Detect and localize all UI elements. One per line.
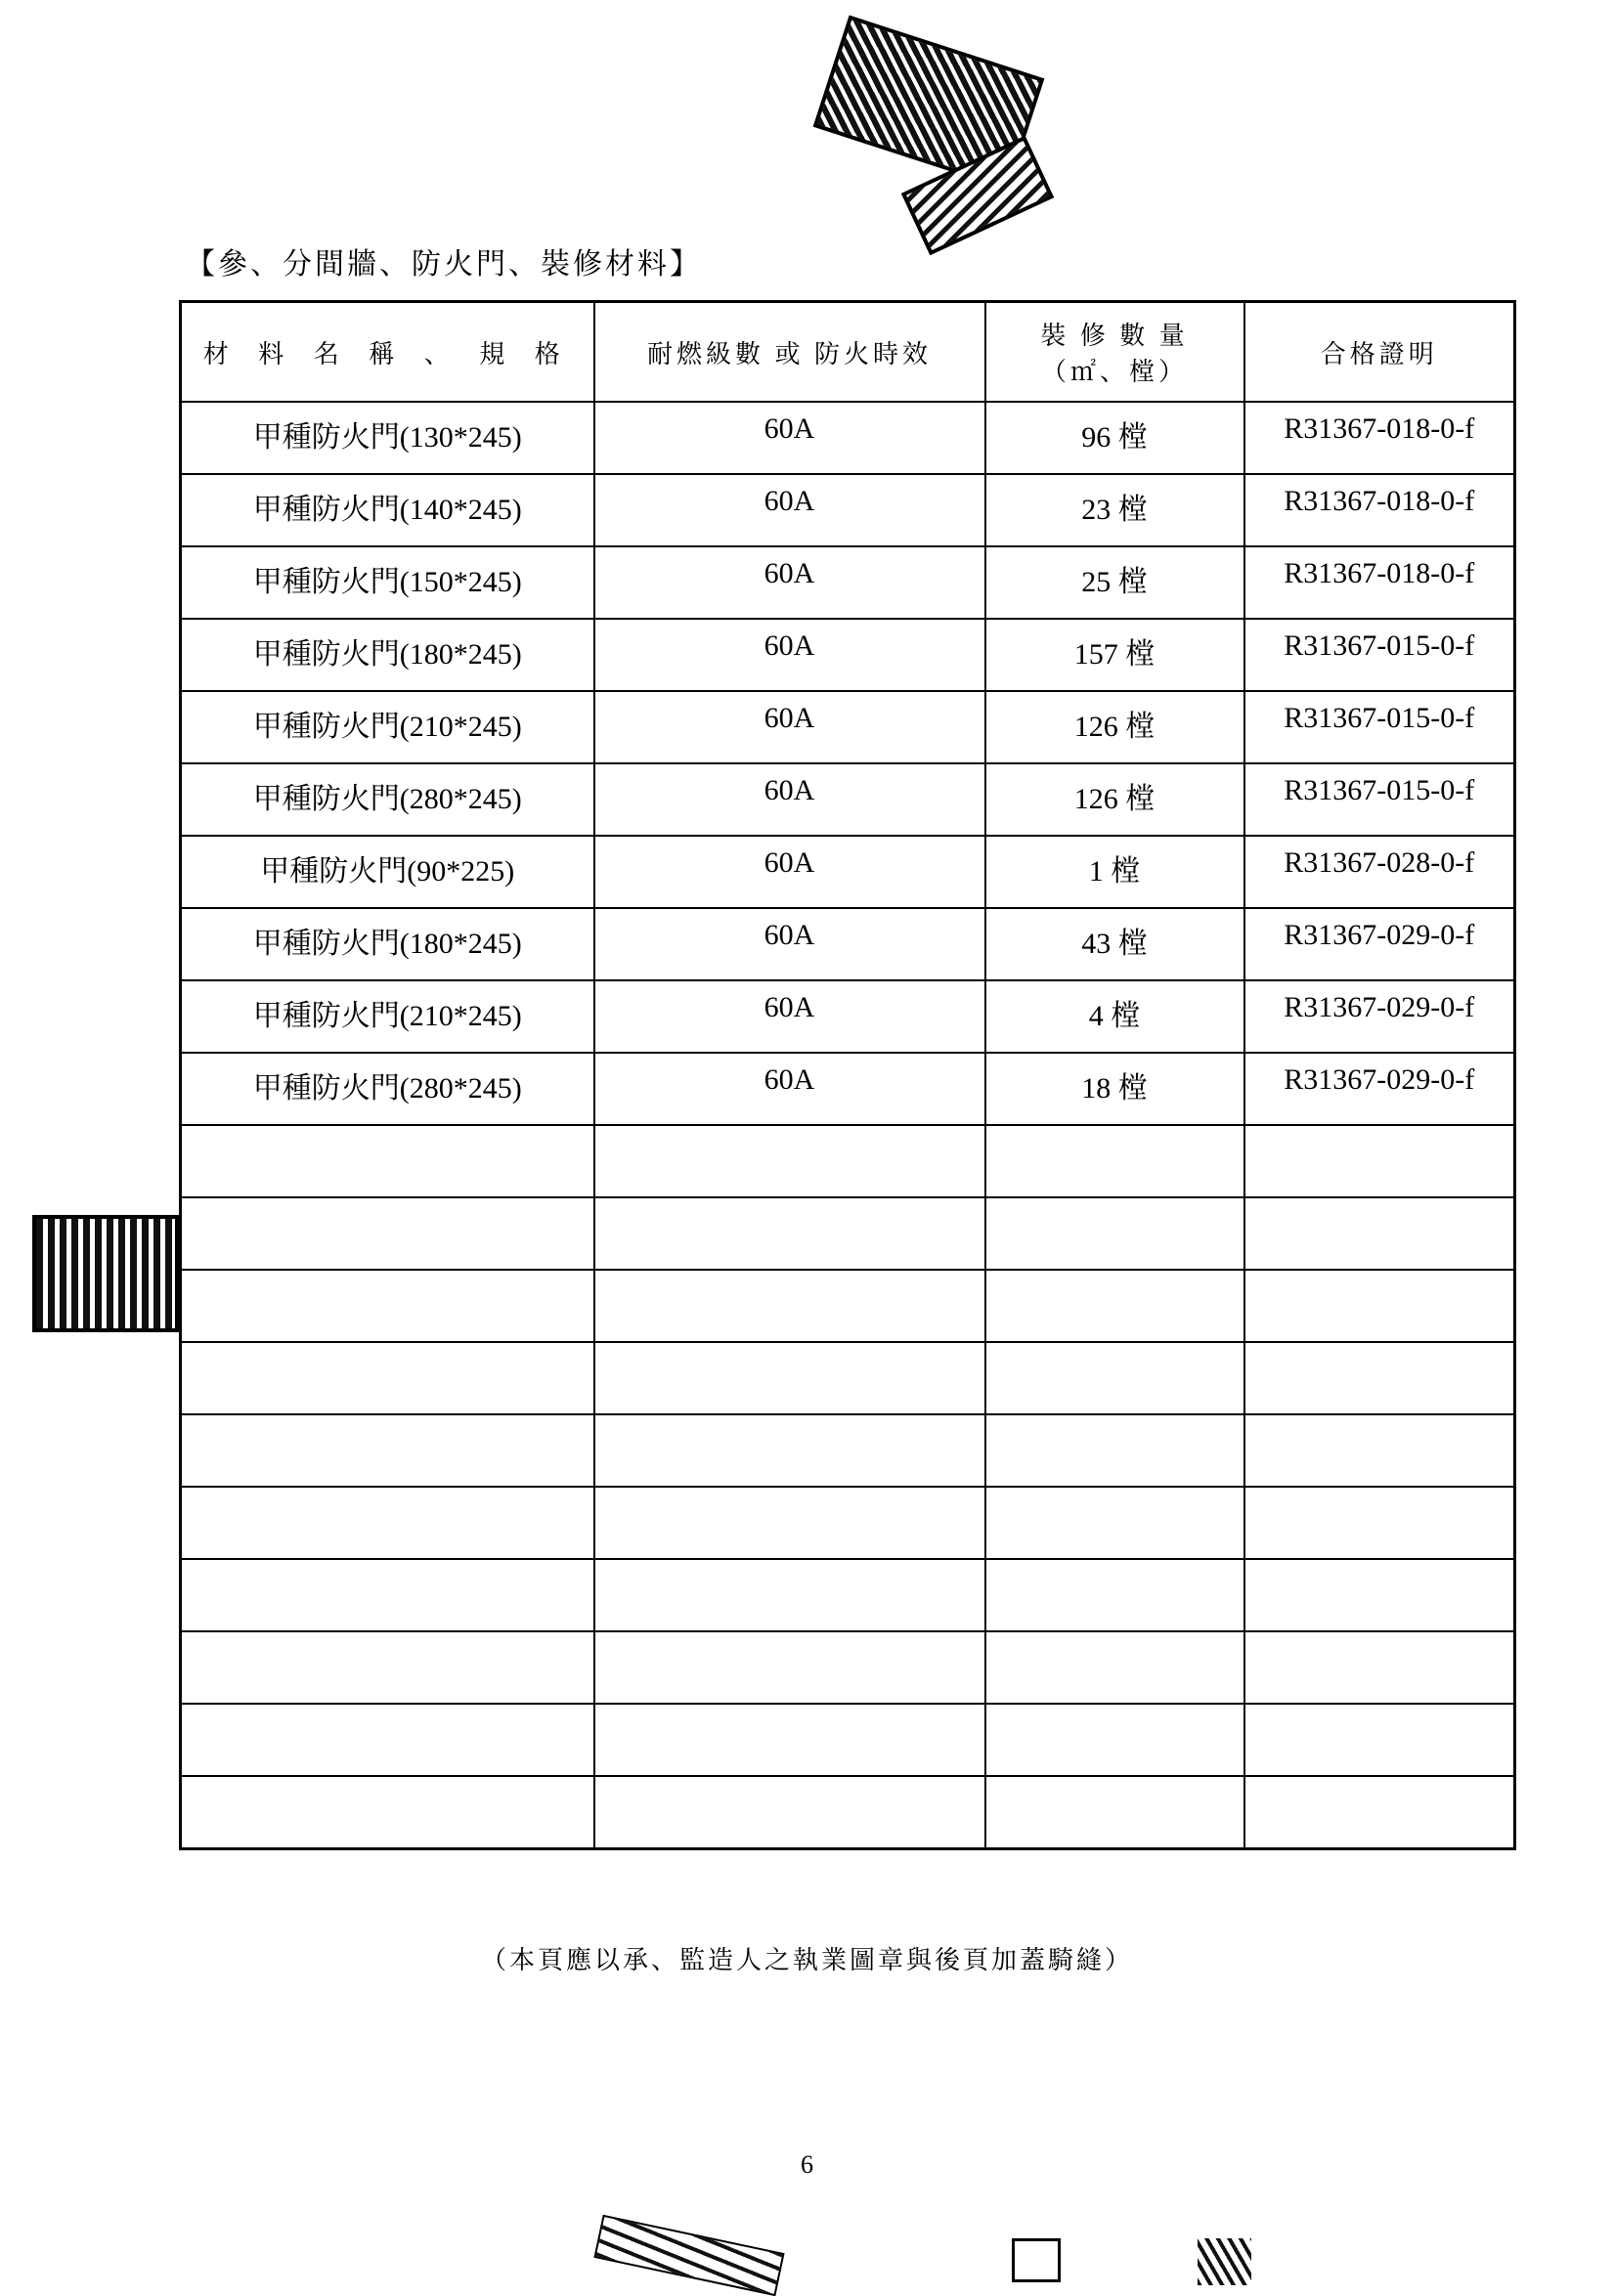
- cell-name: 甲種防火門(180*245): [181, 619, 594, 691]
- cell-name: 甲種防火門(210*245): [181, 691, 594, 763]
- cell-quantity: 126 樘: [985, 763, 1244, 836]
- cell-quantity: 23 樘: [985, 474, 1244, 546]
- table-row-empty: [181, 1631, 1515, 1704]
- stamp-impression-bottom: [593, 2215, 784, 2296]
- cell-rating: 60A: [594, 691, 985, 763]
- footnote: （本頁應以承、監造人之執業圖章與後頁加蓋騎縫）: [480, 1946, 1133, 1974]
- cell-certificate: R31367-029-0-f: [1244, 908, 1515, 980]
- cell-name: [181, 1125, 594, 1197]
- table-row: [181, 908, 1515, 980]
- table-row-empty: [181, 1776, 1515, 1848]
- cell-certificate: R31367-015-0-f: [1244, 691, 1515, 763]
- cell-name: [181, 1414, 594, 1487]
- cell-quantity: [985, 1270, 1244, 1342]
- cell-quantity: 126 樘: [985, 691, 1244, 763]
- cell-rating: 60A: [594, 836, 985, 908]
- cell-quantity: 43 樘: [985, 908, 1244, 980]
- cell-quantity: 96 樘: [985, 402, 1244, 474]
- table-body: [181, 402, 1515, 1848]
- cell-name: [181, 1197, 594, 1270]
- cell-quantity: [985, 1342, 1244, 1414]
- cell-rating: [594, 1125, 985, 1197]
- cell-certificate: R31367-028-0-f: [1244, 836, 1515, 908]
- cell-rating: 60A: [594, 763, 985, 836]
- materials-table: [179, 300, 1516, 1850]
- cell-certificate: R31367-018-0-f: [1244, 546, 1515, 619]
- cell-certificate: [1244, 1487, 1515, 1559]
- cell-name: 甲種防火門(130*245): [181, 402, 594, 474]
- cell-name: 甲種防火門(280*245): [181, 763, 594, 836]
- cell-quantity: [985, 1487, 1244, 1559]
- cell-rating: [594, 1487, 985, 1559]
- cell-certificate: R31367-018-0-f: [1244, 474, 1515, 546]
- cell-name: [181, 1487, 594, 1559]
- cell-certificate: [1244, 1414, 1515, 1487]
- cell-quantity: [985, 1197, 1244, 1270]
- cell-rating: 60A: [594, 980, 985, 1053]
- cell-name: [181, 1776, 594, 1848]
- cell-name: 甲種防火門(140*245): [181, 474, 594, 546]
- cell-certificate: [1244, 1270, 1515, 1342]
- table-row: [181, 619, 1515, 691]
- table-row-empty: [181, 1487, 1515, 1559]
- table-row: [181, 402, 1515, 474]
- table-row: [181, 691, 1515, 763]
- stamp-fragment-bottom-right: [1198, 2238, 1251, 2285]
- cell-rating: [594, 1559, 985, 1631]
- cell-rating: [594, 1414, 985, 1487]
- table-header-row: [181, 302, 1515, 403]
- table-row: [181, 763, 1515, 836]
- cell-name: 甲種防火門(150*245): [181, 546, 594, 619]
- cell-rating: 60A: [594, 908, 985, 980]
- table-row: [181, 980, 1515, 1053]
- cell-quantity: [985, 1414, 1244, 1487]
- cell-quantity: 25 樘: [985, 546, 1244, 619]
- cell-rating: [594, 1342, 985, 1414]
- cell-quantity: 1 樘: [985, 836, 1244, 908]
- cell-certificate: [1244, 1776, 1515, 1848]
- cell-certificate: [1244, 1125, 1515, 1197]
- table-row: [181, 474, 1515, 546]
- table-row: [181, 546, 1515, 619]
- cell-name: [181, 1631, 594, 1704]
- cell-certificate: R31367-018-0-f: [1244, 402, 1515, 474]
- section-title: 【參、分間牆、防火門、裝修材料】: [186, 248, 702, 281]
- cell-rating: [594, 1270, 985, 1342]
- cell-rating: [594, 1704, 985, 1776]
- table-row-empty: [181, 1342, 1515, 1414]
- cell-name: [181, 1270, 594, 1342]
- table-row-empty: [181, 1414, 1515, 1487]
- header-quantity: [985, 302, 1244, 403]
- header-quantity-line1: 裝 修 數 量: [1040, 322, 1189, 350]
- cell-certificate: R31367-015-0-f: [1244, 619, 1515, 691]
- cell-rating: [594, 1631, 985, 1704]
- table-row: [181, 1053, 1515, 1125]
- cell-quantity: 4 樘: [985, 980, 1244, 1053]
- cell-certificate: [1244, 1631, 1515, 1704]
- cell-quantity: [985, 1704, 1244, 1776]
- table-row: [181, 836, 1515, 908]
- page-number: 6: [801, 2150, 813, 2179]
- cell-certificate: R31367-015-0-f: [1244, 763, 1515, 836]
- architect-seal-stamp: [32, 1215, 179, 1332]
- cell-certificate: [1244, 1559, 1515, 1631]
- cell-rating: 60A: [594, 474, 985, 546]
- cell-quantity: [985, 1776, 1244, 1848]
- table-row-empty: [181, 1270, 1515, 1342]
- cell-quantity: 157 樘: [985, 619, 1244, 691]
- cell-name: 甲種防火門(210*245): [181, 980, 594, 1053]
- cell-certificate: [1244, 1342, 1515, 1414]
- cell-certificate: [1244, 1704, 1515, 1776]
- cell-certificate: R31367-029-0-f: [1244, 1053, 1515, 1125]
- cell-name: 甲種防火門(280*245): [181, 1053, 594, 1125]
- table-row-empty: [181, 1559, 1515, 1631]
- cell-rating: 60A: [594, 402, 985, 474]
- header-quantity-line2: （㎡、樘）: [1040, 358, 1188, 386]
- cell-rating: 60A: [594, 1053, 985, 1125]
- cell-name: [181, 1704, 594, 1776]
- cell-name: 甲種防火門(180*245): [181, 908, 594, 980]
- table-row-empty: [181, 1197, 1515, 1270]
- cell-name: 甲種防火門(90*225): [181, 836, 594, 908]
- table-row-empty: [181, 1125, 1515, 1197]
- cell-quantity: [985, 1559, 1244, 1631]
- cell-rating: 60A: [594, 546, 985, 619]
- table-row-empty: [181, 1704, 1515, 1776]
- header-certificate: 合格證明: [1244, 302, 1515, 403]
- stamp-fragment-bottom: [1012, 2238, 1061, 2282]
- cell-rating: [594, 1776, 985, 1848]
- cell-quantity: 18 樘: [985, 1053, 1244, 1125]
- cell-certificate: [1244, 1197, 1515, 1270]
- header-material-name: 材 料 名 稱 、 規 格: [181, 302, 594, 403]
- cell-name: [181, 1342, 594, 1414]
- cell-rating: 60A: [594, 619, 985, 691]
- cell-certificate: R31367-029-0-f: [1244, 980, 1515, 1053]
- header-fire-rating: 耐燃級數 或 防火時效: [594, 302, 985, 403]
- cell-name: [181, 1559, 594, 1631]
- cell-quantity: [985, 1125, 1244, 1197]
- cell-quantity: [985, 1631, 1244, 1704]
- cell-rating: [594, 1197, 985, 1270]
